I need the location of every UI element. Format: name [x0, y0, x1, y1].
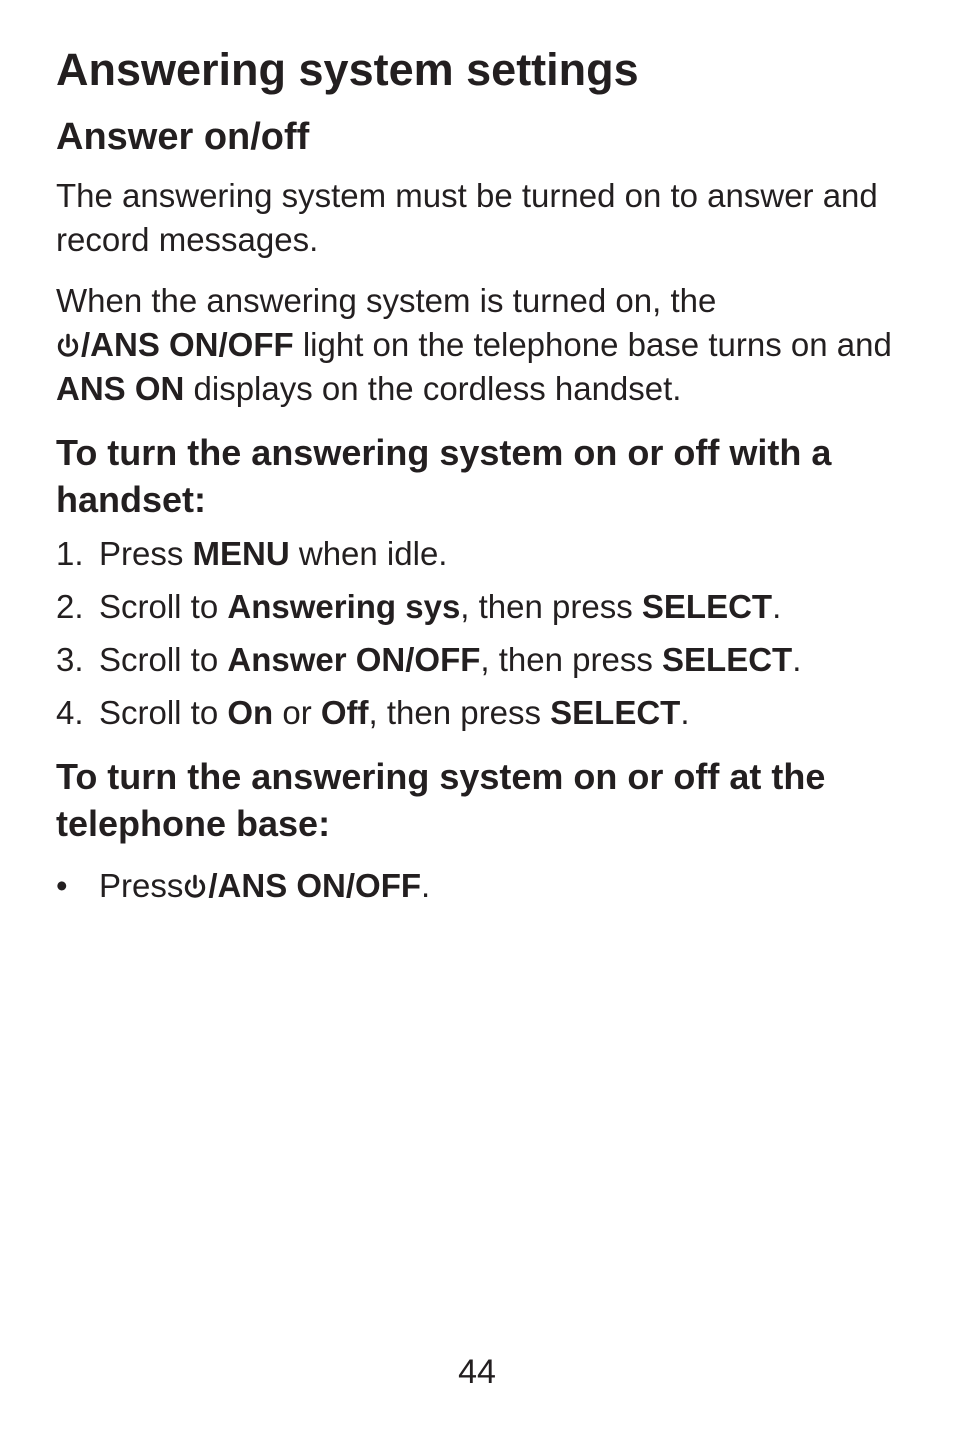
step-menu-item: Answer ON/OFF [227, 641, 481, 678]
base-steps-list [56, 864, 916, 908]
list-item [56, 691, 916, 744]
step-text: or [273, 694, 321, 731]
section-title: Answer on/off [56, 116, 310, 158]
step-menu-item: Answering sys [227, 588, 461, 625]
handset-steps-list [56, 532, 916, 744]
step-key: SELECT [662, 641, 793, 678]
step-text: Scroll to [99, 694, 228, 731]
step-text: . [792, 641, 802, 678]
step-option: On [227, 694, 274, 731]
base-heading: To turn the answering system on or off at the telephone base: [56, 756, 826, 844]
step-text: Press [99, 867, 184, 904]
list-item [56, 585, 916, 638]
step-key: SELECT [641, 588, 773, 625]
step-text: . [772, 588, 782, 625]
ans-on-display-text: ANS ON [56, 370, 185, 407]
list-item [56, 532, 916, 585]
light-paragraph-part1: When the answering system is turned on, the [56, 282, 717, 319]
step-text: . [421, 867, 431, 904]
step-text: when idle. [289, 535, 448, 572]
bullet-dot: • [56, 867, 68, 904]
step-number: 4. [56, 694, 84, 731]
step-key: MENU [192, 535, 290, 572]
step-number: 3. [56, 641, 84, 678]
step-text: . [680, 694, 690, 731]
list-item [56, 864, 916, 908]
step-text: , then press [460, 588, 642, 625]
page-title: Answering system settings [56, 44, 639, 95]
step-option: Off [320, 694, 369, 731]
step-key: SELECT [550, 694, 681, 731]
power-icon [183, 874, 207, 900]
step-text: , then press [480, 641, 663, 678]
light-paragraph [56, 279, 916, 411]
step-number: 1. [56, 535, 84, 572]
step-text: Press [99, 535, 193, 572]
intro-paragraph: The answering system must be turned on to answer and record messages. [56, 177, 878, 258]
step-text: , then press [368, 694, 551, 731]
power-icon [56, 333, 80, 359]
light-paragraph-part3: displays on the cordless handset. [184, 370, 682, 407]
ans-on-off-key-label: /ANS ON/OFF [81, 326, 294, 363]
list-item [56, 638, 916, 691]
page-number: 44 [458, 1353, 496, 1391]
handset-heading: To turn the answering system on or off with a handset: [56, 432, 832, 520]
step-text: Scroll to [99, 588, 228, 625]
step-text: Scroll to [99, 641, 228, 678]
step-key: /ANS ON/OFF [208, 867, 422, 904]
step-number: 2. [56, 588, 84, 625]
light-paragraph-part2: light on the telephone base turns on and [293, 326, 892, 363]
